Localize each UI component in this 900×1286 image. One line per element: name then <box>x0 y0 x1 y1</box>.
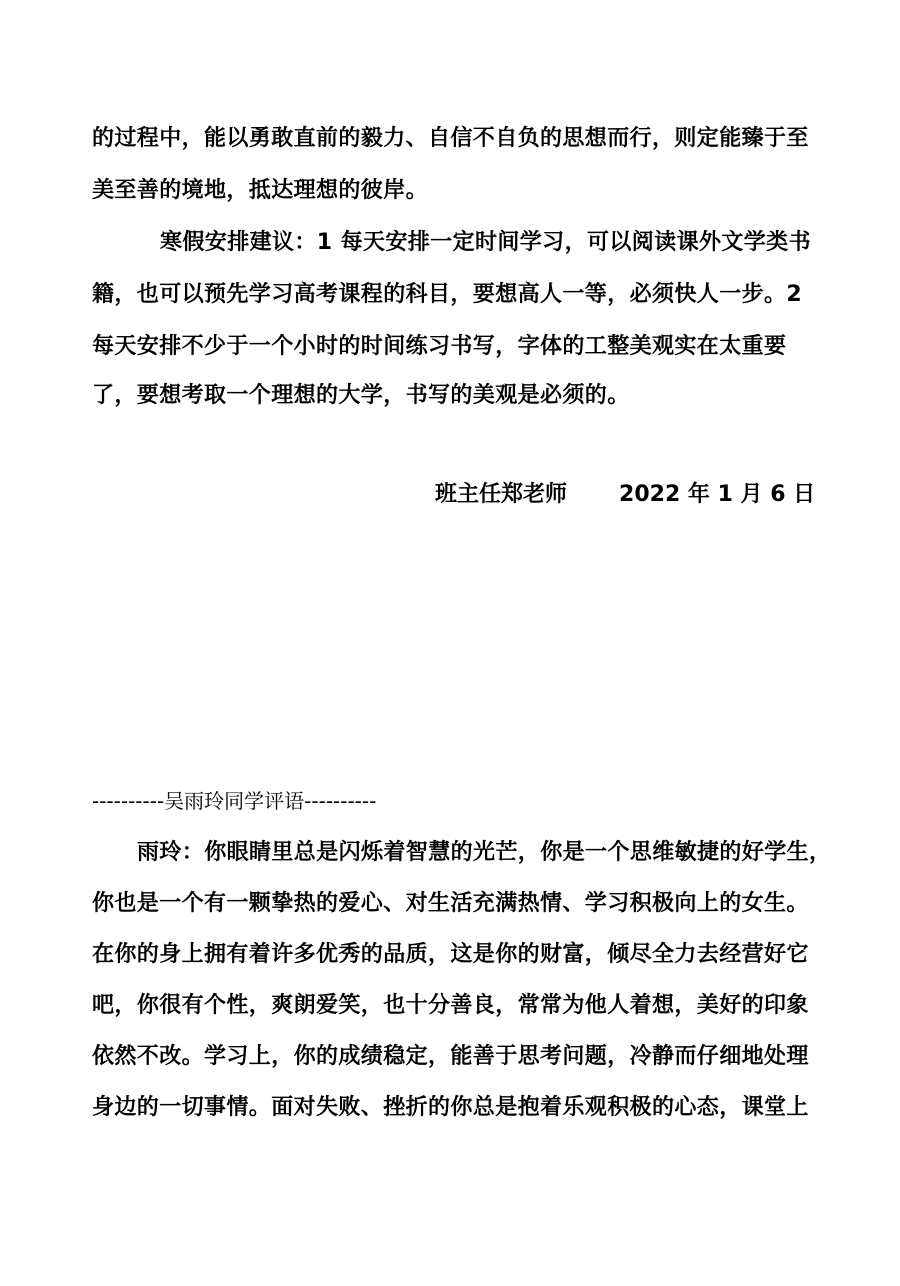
advice-line: 寒假安排建议：1 每天安排一定时间学习，可以阅读课外文学类书 <box>160 230 811 255</box>
advice-line: 了，要想考取一个理想的大学，书写的美观是必须的。 <box>92 383 630 408</box>
section-heading: ----------吴雨玲同学评语---------- <box>92 789 377 813</box>
signature-block <box>435 480 815 510</box>
paragraph-line: 美至善的境地，抵达理想的彼岸。 <box>92 178 429 203</box>
signature-date: 2022 年 1 月 6 日 <box>619 482 816 507</box>
teacher-signature: 班主任郑老师 <box>435 482 568 507</box>
comment-line: 你也是一个有一颗挚热的爱心、对生活充满热情、学习积极向上的女生。 <box>92 891 809 916</box>
comment-line: 依然不改。学习上，你的成绩稳定，能善于思考问题，冷静而仔细地处理 <box>92 1044 809 1069</box>
comment-line: 在你的身上拥有着许多优秀的品质，这是你的财富，倾尽全力去经营好它 <box>92 942 809 967</box>
comment-line: 吧，你很有个性，爽朗爱笑，也十分善良，常常为他人着想，美好的印象 <box>92 993 809 1018</box>
advice-line: 每天安排不少于一个小时的时间练习书写，字体的工整美观实在太重要 <box>92 334 787 359</box>
comment-line: 身边的一切事情。面对失败、挫折的你总是抱着乐观积极的心态，课堂上 <box>92 1095 809 1120</box>
comment-line: 雨玲：你眼睛里总是闪烁着智慧的光芒，你是一个思维敏捷的好学生， <box>137 840 832 865</box>
advice-line: 籍，也可以预先学习高考课程的科目，要想高人一等，必须快人一步。2 <box>92 282 803 307</box>
paragraph-line: 的过程中，能以勇敢直前的毅力、自信不自负的思想而行，则定能臻于至 <box>92 126 809 151</box>
